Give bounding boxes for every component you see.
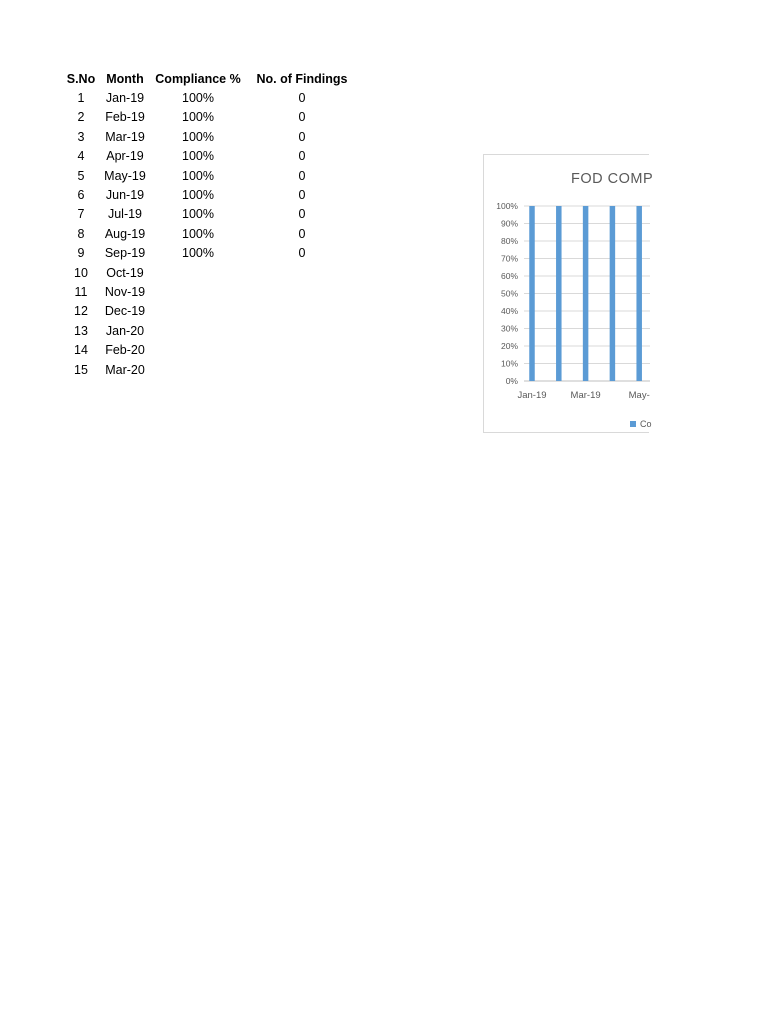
y-tick-label: 0% [505,376,518,386]
header-sno: S.No [66,71,96,86]
cell-sno: 1 [77,91,85,106]
x-tick-label: Jan-19 [517,390,547,401]
table-row [62,282,358,301]
table-row [62,108,358,127]
cell-sno: 10 [74,265,88,280]
cell-sno: 2 [77,110,85,125]
bar [610,206,616,381]
cell-findings: 0 [298,168,306,183]
cell-compliance: 100% [182,129,214,144]
chart-container[interactable] [483,154,654,433]
cell-month: Sep-19 [104,246,146,261]
x-tick-label: Mar-19 [570,390,601,401]
cell-month: Mar-20 [105,362,145,377]
bar [636,206,642,381]
cell-month: Nov-19 [104,284,146,299]
bar [556,206,562,381]
cell-month: Dec-19 [104,304,146,319]
header-compliance: Compliance % [155,71,241,86]
cell-month: Jan-19 [105,91,145,106]
cell-compliance: 100% [182,246,214,261]
header-findings: No. of Findings [256,71,348,86]
bar [583,206,589,381]
cell-compliance: 100% [182,91,214,106]
x-tick-label: May- [628,390,650,401]
cell-compliance: 100% [182,149,214,164]
cell-findings: 0 [298,91,306,106]
cell-month: Mar-19 [105,129,145,144]
table-row [62,360,358,379]
cell-month: Jan-20 [105,323,145,338]
table-row [62,205,358,224]
cell-sno: 3 [77,129,85,144]
table-row [62,127,358,146]
y-tick-label: 70% [500,253,518,264]
cell-sno: 8 [77,226,85,241]
table-row [62,185,358,204]
cell-sno: 15 [74,362,88,377]
table-row [62,244,358,263]
cell-sno: 6 [77,188,85,203]
table-row [62,340,358,359]
legend-swatch [630,421,636,427]
cell-month: Feb-20 [105,343,145,358]
cell-sno: 14 [74,343,88,358]
table-row [62,224,358,243]
cell-month: Jul-19 [107,207,143,222]
table-body [62,88,358,379]
cell-findings: 0 [298,110,306,125]
cell-compliance: 100% [182,188,214,203]
cell-compliance: 100% [182,226,214,241]
cell-findings: 0 [298,129,306,144]
table-row [62,147,358,166]
y-tick-label: 20% [500,341,518,351]
y-tick-label: 30% [500,323,518,334]
cell-compliance: 100% [182,110,214,125]
legend-label: Co [640,419,652,429]
table-row [62,302,358,321]
compliance-table [62,69,358,379]
bar [529,206,535,381]
cell-sno: 9 [77,246,85,261]
cell-findings: 0 [298,149,306,164]
y-tick-label: 40% [500,306,518,316]
cell-month: Feb-19 [105,110,145,125]
table-header [62,69,358,88]
bar-chart [484,155,650,434]
cell-month: May-19 [104,168,146,183]
table-row [62,263,358,282]
cell-sno: 13 [74,323,88,338]
y-tick-label: 100% [496,201,518,211]
cell-month: Jun-19 [105,188,145,203]
cell-sno: 7 [77,207,85,222]
cell-findings: 0 [298,246,306,261]
y-tick-label: 60% [500,271,518,281]
cell-sno: 4 [77,149,85,164]
cell-month: Aug-19 [104,226,146,241]
table-row [62,166,358,185]
cell-findings: 0 [298,226,306,241]
cell-compliance: 100% [182,168,214,183]
cell-sno: 11 [74,284,88,299]
header-month: Month [106,71,144,86]
cell-month: Apr-19 [106,149,144,164]
y-tick-label: 80% [500,236,518,246]
cell-month: Oct-19 [106,265,144,280]
cell-findings: 0 [298,207,306,222]
y-tick-label: 10% [500,358,518,369]
cell-findings: 0 [298,188,306,203]
cell-compliance: 100% [182,207,214,222]
table-row [62,321,358,340]
y-tick-label: 50% [500,288,518,299]
cell-sno: 12 [74,304,88,319]
chart-title: FOD COMP [571,171,654,187]
table-row [62,88,358,107]
y-tick-label: 90% [500,218,518,229]
cell-sno: 5 [77,168,85,183]
